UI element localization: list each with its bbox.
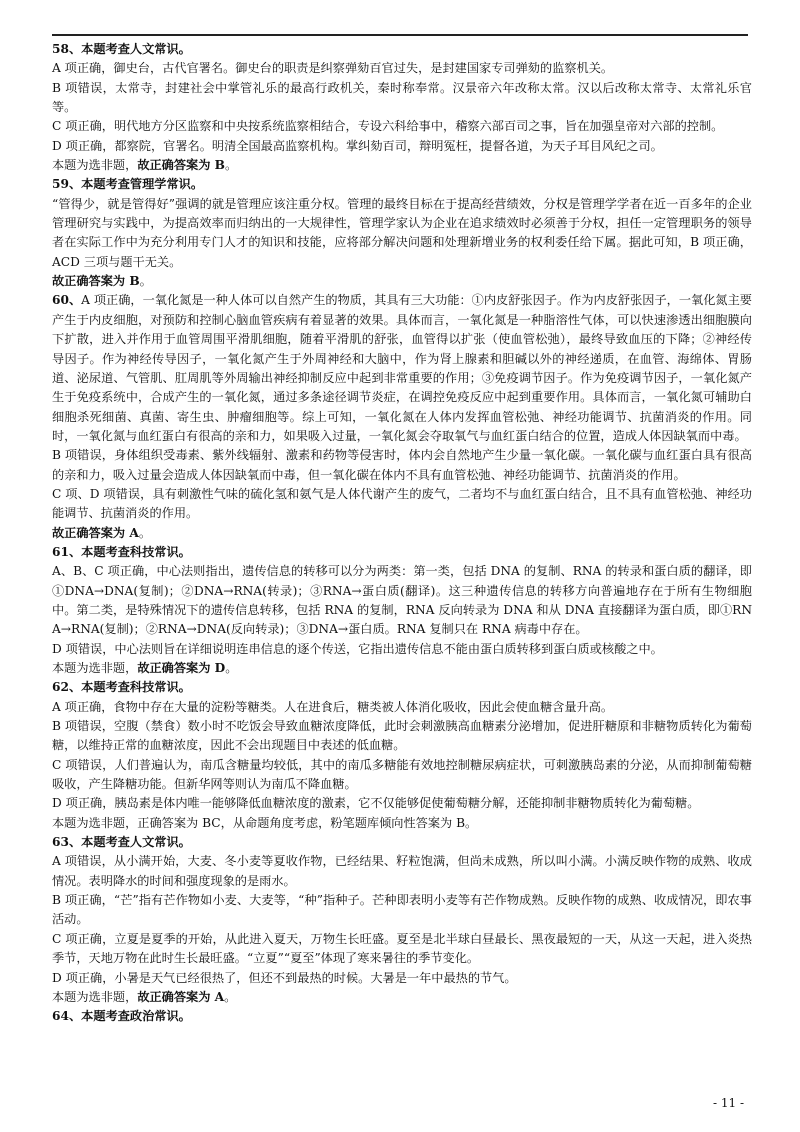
text-run: 本题为选非题， <box>52 989 138 1004</box>
paragraph <box>52 137 752 156</box>
paragraph <box>52 485 752 524</box>
paragraph <box>52 59 752 78</box>
text-run: 故正确答案为 A <box>137 989 225 1004</box>
text-run: 60、 <box>52 293 82 308</box>
paragraph <box>52 524 752 543</box>
paragraph <box>52 156 752 175</box>
paragraph <box>52 814 752 833</box>
document-body <box>52 40 752 1027</box>
paragraph <box>52 640 752 659</box>
paragraph <box>52 562 752 639</box>
text-run: A、B、C 项正确，中心法则指出，遗传信息的转移可以分为两类：第一类，包括 DNA 的复制、RNA 的转录和蛋白质的翻译，即①DNA→DNA(复制)；②DNA→RNA(转录)；③RNA→蛋白质(翻译)。这三种遗传信息的转移方向普遍地存在于所有生物细胞中。第二类，是特殊情况下的遗传信息转移，包括 RNA 的复制，RNA 反向转录为 DNA 和从 DNA 直接翻译为蛋白质，即①RNA→RNA(复制)；②RNA→DNA(反向转录)；③DNA→蛋白质。RNA 复制只在 RNA 病毒中存在。 <box>52 564 752 637</box>
paragraph <box>52 79 752 118</box>
text-run: “管得少，就是管得好”强调的就是管理应该注重分权。管理的最终目标在于提高经营绩效，分权是管理学学者在近一百多年的企业管理研究与实践中，为提高效率而归纳出的一大规律性，管理学家认为企业在追求绩效时必须善于分权，担任一定管理职务的领导者在实际工作中为充分利用专门人才的知识和技能，应将部分解决问题和处理新增业务的权利委任给下属。据此可知，B 项正确，ACD 三项与题干无关。 <box>52 196 752 269</box>
text-run: A 项正确，一氧化氮是一种人体可以自然产生的物质，其具有三大功能：①内皮舒张因子。作为内皮舒张因子，一氧化氮主要产生于内皮细胞，对预防和控制心脑血管疾病有着显著的效果。具体而言，一氧化氮是一种脂溶性气体，可以快速渗透出细胞膜向下扩散，进入并作用于血管周围平滑肌细胞，随着平滑肌的舒张，血管得以扩张（使血管松弛），最终导致血压的下降；②神经传导因子。作为神经传导因子，一氧化氮产生于外周神经和大脑中，作为肾上腺素和胆碱以外的神经递质，在血管、海绵体、胃肠道、泌尿道、气管肌、肛周肌等外周输出神经抑制反应中起到非常重要的作用；③免疫调节因子。作为免疫调节因子，一氧化氮产生于免疫系统中，合成产生的一氧化氮，通过多条途径调节炎症，在调控免疫反应中起到重要作用。具体而言，一氧化氮可辅助白细胞杀死细菌、真菌、寄生虫、肿瘤细胞等。综上可知，一氧化氮在人体内发挥血管松弛、神经功能调节、抗菌消炎的作用。同时，一氧化氮与血红蛋白有很高的亲和力，如果吸入过量，一氧化氮会夺取氧气与血红蛋白结合的位置，造成人体因缺氧而中毒。 <box>52 293 752 443</box>
text-run: 故正确答案为 B <box>52 274 140 289</box>
paragraph <box>52 659 752 678</box>
paragraph <box>52 717 752 756</box>
text-run: B 项正确，“芒”指有芒作物如小麦、大麦等，“种”指种子。芒种即表明小麦等有芒作物成熟。反映作物的成熟、收成情况，即农事活动。 <box>52 893 752 927</box>
paragraph <box>52 543 752 562</box>
text-run: B 项错误，身体组织受毒素、紫外线辐射、激素和药物等侵害时，体内会自然地产生少量一氧化碳。一氧化碳与血红蛋白具有很高的亲和力，吸入过量会造成人体因缺氧而中毒，但一氧化碳在体内不具有血管松弛、神经功能调节、抗菌消炎的作用。 <box>52 448 752 482</box>
text-run: 本题为选非题，正确答案为 BC，从命题角度考虑，粉笔题库倾向性答案为 B。 <box>52 815 478 830</box>
text-run: 61、本题考查科技常识。 <box>52 544 191 559</box>
text-run: 。 <box>224 158 238 173</box>
paragraph <box>52 891 752 930</box>
paragraph <box>52 698 752 717</box>
paragraph <box>52 291 752 446</box>
paragraph <box>52 117 752 136</box>
header-rule <box>52 34 748 36</box>
paragraph <box>52 988 752 1007</box>
text-run: A 项错误，从小满开始，大麦、冬小麦等夏收作物，已经结果、籽粒饱满，但尚未成熟，所以叫小满。小满反映作物的成熟、收成情况。表明降水的时间和强度现象的是雨水。 <box>52 854 752 888</box>
text-run: 故正确答案为 B <box>137 158 225 173</box>
text-run: 故正确答案为 A <box>52 525 139 540</box>
text-run: D 项正确，胰岛素是体内唯一能够降低血糖浓度的激素，它不仅能够促使葡萄糖分解，还能抑制非糖物质转化为葡萄糖。 <box>52 796 700 811</box>
text-run: C 项错误，人们普遍认为，南瓜含糖量均较低，其中的南瓜多糖能有效地控制糖尿病症状，可刺激胰岛素的分泌，从而抑制葡萄糖吸收，产生降糖功能。但新华网等则认为南瓜不降血糖。 <box>52 757 752 792</box>
paragraph <box>52 40 752 59</box>
paragraph <box>52 678 752 697</box>
text-run: D 项错误，中心法则旨在详细说明连串信息的逐个传送，它指出遗传信息不能由蛋白质转移到蛋白质或核酸之中。 <box>52 641 663 656</box>
paragraph <box>52 794 752 813</box>
text-run: 。 <box>225 661 238 675</box>
text-run: 。 <box>139 274 152 289</box>
paragraph <box>52 930 752 969</box>
text-run: 63、本题考查人文常识。 <box>52 835 191 850</box>
text-run: C 项正确，立夏是夏季的开始，从此进入夏天，万物生长旺盛。夏至是北半球白昼最长、黑夜最短的一天，从这一天起，进入炎热季节，天地万物在此时生长最旺盛。“立夏”“夏至”体现了寒来暑往的季节变化。 <box>52 931 752 966</box>
paragraph <box>52 833 752 852</box>
paragraph <box>52 272 752 291</box>
text-run: 64、本题考查政治常识。 <box>52 1009 191 1024</box>
paragraph <box>52 195 752 272</box>
text-run: 62、本题考查科技常识。 <box>52 680 191 695</box>
text-run: A 项正确，御史台，古代官署名。御史台的职责是纠察弹劾百官过失，是封建国家专司弹劾的监察机关。 <box>52 61 614 76</box>
text-run: 本题为选非题， <box>52 158 138 173</box>
text-run: C 项、D 项错误，具有刺激性气味的硫化氢和氨气是人体代谢产生的废气，二者均不与血红蛋白结合，且不具有血管松弛、神经功能调节、抗菌消炎的作用。 <box>52 486 752 521</box>
page-number: - 11 - <box>712 1096 744 1110</box>
text-run: A 项正确，食物中存在大量的淀粉等糖类。人在进食后，糖类被人体消化吸收，因此会使血糖含量升高。 <box>52 699 614 714</box>
text-run: D 项正确，都察院，官署名。明清全国最高监察机构。掌纠劾百司，辩明冤枉，提督各道，为天子耳目风纪之司。 <box>52 138 663 153</box>
paragraph <box>52 756 752 795</box>
text-run: 58、本题考查人文常识。 <box>52 42 191 56</box>
text-run: C 项正确，明代地方分区监察和中央按系统监察相结合，专设六科给事中，稽察六部百司之事，旨在加强皇帝对六部的控制。 <box>52 119 724 134</box>
text-run: 。 <box>138 525 152 540</box>
paragraph <box>52 1007 752 1026</box>
text-run: 本题为选非题， <box>52 661 138 675</box>
text-run: 59、本题考查管理学常识。 <box>52 177 204 192</box>
text-run: 故正确答案为 D <box>137 661 226 675</box>
text-run: 。 <box>224 989 237 1004</box>
paragraph <box>52 969 752 988</box>
paragraph <box>52 175 752 194</box>
paragraph <box>52 852 752 891</box>
paragraph <box>52 446 752 485</box>
text-run: B 项错误，空腹（禁食）数小时不吃饭会导致血糖浓度降低，此时会刺激胰高血糖素分泌增加，促进肝糖原和非糖物质转化为葡萄糖，以维持正常的血糖浓度，因此不会出现题目中表述的低血糖。 <box>52 719 752 753</box>
text-run: B 项错误，太常寺，封建社会中掌管礼乐的最高行政机关，秦时称奉常。汉景帝六年改称太常。汉以后改称太常寺、太常礼乐官等。 <box>52 80 752 115</box>
text-run: D 项正确，小暑是天气已经很热了，但还不到最热的时候。大暑是一年中最热的节气。 <box>52 970 517 985</box>
